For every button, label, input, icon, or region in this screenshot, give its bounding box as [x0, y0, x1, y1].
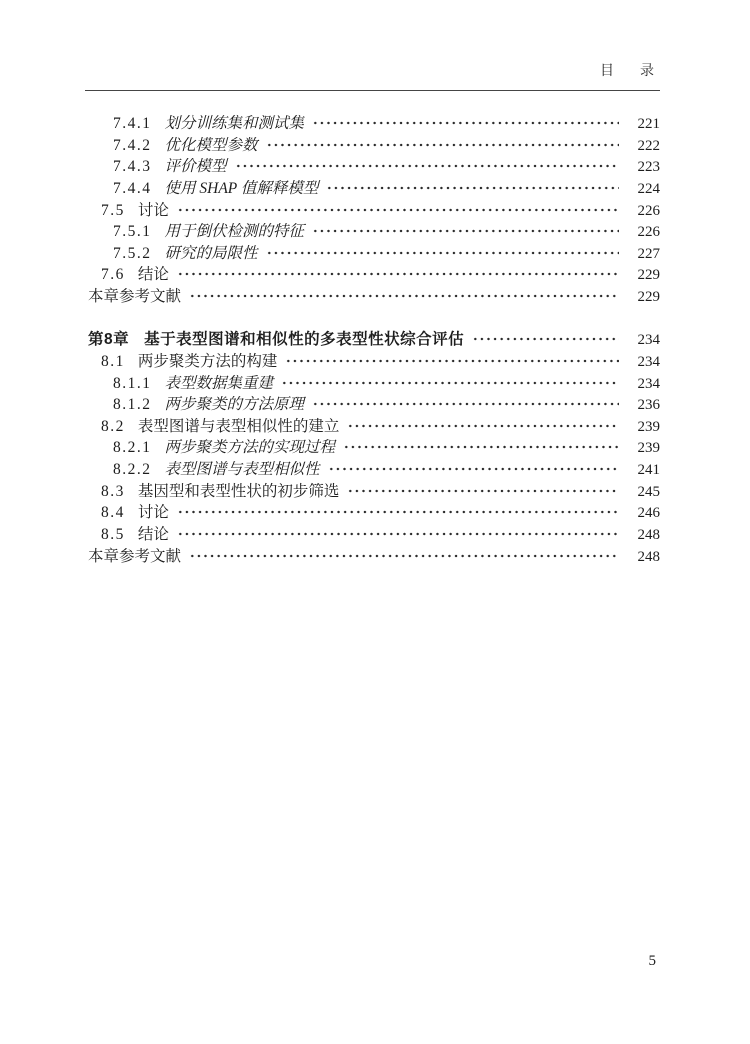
toc-entry: [88, 394, 660, 416]
toc-entry-title: 表型数据集重建: [164, 374, 274, 392]
toc-entry-page: 222: [637, 137, 660, 154]
toc-entry: [88, 437, 660, 459]
toc-entry-number: 8.5: [101, 526, 125, 544]
dot-leader: [471, 334, 619, 344]
toc-entry-number: 7.5.2: [113, 244, 152, 262]
toc-entry-title: 表型图谱与表型相似性: [164, 461, 320, 479]
toc-entry: [88, 502, 660, 524]
toc-entry-page: 234: [637, 332, 660, 349]
toc-entry-page: 246: [637, 505, 660, 522]
dot-leader: [188, 551, 619, 561]
toc-entry-number: 7.5: [101, 201, 125, 219]
toc-entry-title: 两步聚类的方法原理: [164, 396, 305, 414]
toc-entry-number: 7.4.2: [113, 136, 152, 154]
toc-entry-number: 8.1.2: [113, 396, 152, 414]
dot-leader: [265, 248, 619, 258]
toc-entry-title: 基因型和表型性状的初步筛选: [137, 482, 340, 500]
toc-entry-number: 8.2.1: [113, 439, 152, 457]
toc-list: [88, 113, 660, 567]
toc-entry-page: 224: [637, 180, 660, 197]
toc-entry-number: 8.4: [101, 504, 125, 522]
page-number: 5: [648, 953, 656, 969]
toc-entry: [88, 481, 660, 503]
header-rule: [85, 90, 660, 91]
toc-entry-number: 8.2.2: [113, 461, 152, 479]
toc-entry: [88, 524, 660, 546]
toc-entry-page: 223: [637, 159, 660, 176]
toc-entry-title: 两步聚类方法的构建: [137, 352, 278, 370]
toc-entry-title: 两步聚类方法的实现过程: [164, 439, 336, 457]
toc-entry: [88, 286, 660, 308]
dot-leader: [234, 161, 619, 171]
toc-entry-title: 使用 SHAP 值解释模型: [164, 179, 319, 197]
toc-entry-number: 8.3: [101, 482, 125, 500]
dot-leader: [342, 442, 619, 452]
toc-entry: [88, 221, 660, 243]
toc-entry-page: 221: [637, 116, 660, 132]
toc-entry-number: 7.5.1: [113, 223, 152, 241]
toc-entry-page: 239: [637, 440, 660, 457]
dot-leader: [280, 378, 619, 388]
toc-entry-title: 用于倒伏检测的特征: [164, 223, 305, 241]
toc-entry-title: 划分训练集和测试集: [164, 115, 305, 132]
dot-leader: [311, 399, 619, 409]
dot-leader: [188, 291, 619, 301]
toc-entry-number: 8.1: [101, 352, 125, 370]
toc-entry-title: 本章参考文献: [88, 547, 182, 565]
dot-leader: [325, 183, 619, 193]
toc-entry: [88, 351, 660, 373]
dot-leader: [311, 226, 619, 236]
toc-entry: [88, 264, 660, 286]
toc-entry-page: 236: [637, 397, 660, 414]
toc-entry-title: 讨论: [137, 201, 169, 219]
toc-entry-page: 248: [637, 548, 660, 565]
running-head-title: 目 录: [600, 64, 660, 79]
toc-entry-page: 234: [637, 375, 660, 392]
toc-entry-title: 结论: [137, 526, 169, 544]
toc-entry: [88, 459, 660, 481]
dot-leader: [176, 205, 619, 215]
toc-entry-number: 7.4.4: [113, 179, 152, 197]
toc-entry-title: 讨论: [137, 504, 169, 522]
toc-entry-page: 245: [637, 483, 660, 500]
toc-entry: [88, 373, 660, 395]
dot-leader: [311, 118, 619, 128]
toc-entry-number: 7.4.1: [113, 115, 152, 132]
toc-entry-title: 优化模型参数: [164, 136, 258, 154]
toc-entry-number: 7.4.3: [113, 158, 152, 176]
toc-entry-page: 239: [637, 418, 660, 435]
toc-entry: [88, 135, 660, 157]
toc-entry-page: 234: [637, 353, 660, 370]
toc-entry-page: 227: [637, 245, 660, 262]
toc-entry: [88, 243, 660, 265]
dot-leader: [327, 464, 619, 474]
toc-entry-page: 229: [637, 267, 660, 284]
toc-entry-title: 表型图谱与表型相似性的建立: [137, 417, 340, 435]
dot-leader: [346, 486, 619, 496]
toc-entry: [88, 329, 660, 351]
toc-entry: [88, 156, 660, 178]
toc-entry-title: 基于表型图谱和相似性的多表型性状综合评估: [144, 331, 465, 349]
toc-entry-title: 结论: [137, 266, 169, 284]
toc-entry-title: 本章参考文献: [88, 288, 182, 306]
dot-leader: [176, 529, 619, 539]
toc-entry-page: 226: [637, 224, 660, 241]
toc-entry: [88, 113, 660, 135]
toc-entry-number: 7.6: [101, 266, 125, 284]
dot-leader: [265, 140, 619, 150]
toc-entry: [88, 178, 660, 200]
dot-leader: [284, 356, 619, 366]
dot-leader: [176, 507, 619, 517]
toc-entry: [88, 200, 660, 222]
toc-entry-page: 226: [637, 202, 660, 219]
toc-entry: [88, 546, 660, 568]
toc-entry-number: 第8章: [88, 331, 130, 349]
toc-entry-title: 研究的局限性: [164, 244, 258, 262]
toc-entry-number: 8.1.1: [113, 374, 152, 392]
dot-leader: [176, 269, 619, 279]
toc-entry-page: 241: [637, 462, 660, 479]
toc-entry-title: 评价模型: [164, 158, 227, 176]
toc-entry-page: 229: [637, 289, 660, 306]
dot-leader: [346, 421, 619, 431]
toc-entry: [88, 416, 660, 438]
toc-entry-number: 8.2: [101, 417, 125, 435]
toc-entry-page: 248: [637, 527, 660, 544]
